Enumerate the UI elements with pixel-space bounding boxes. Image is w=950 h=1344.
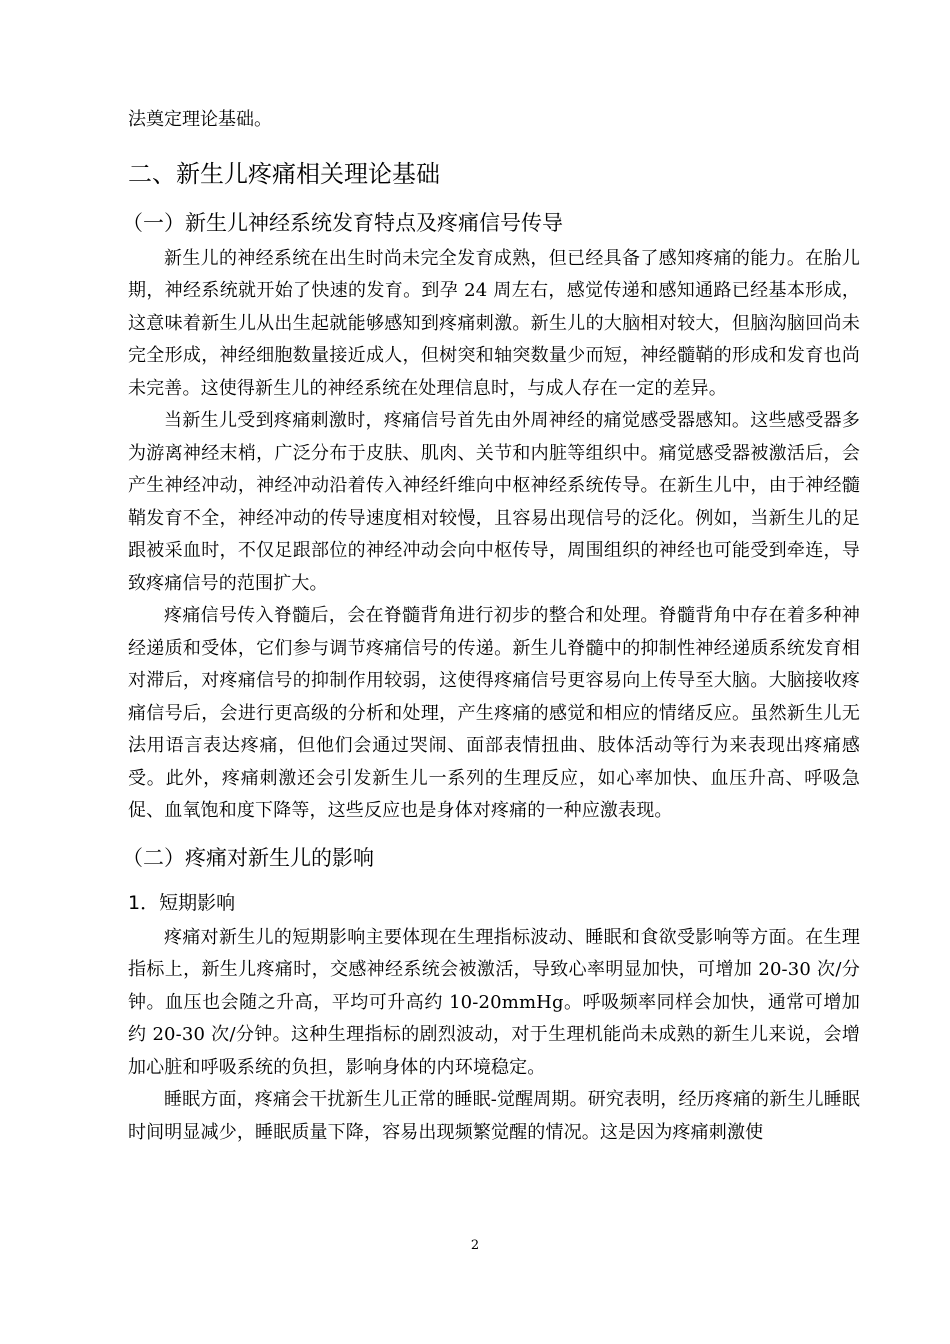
section-heading: 二、新生儿疼痛相关理论基础	[128, 159, 440, 188]
subsection-heading-2: （二）疼痛对新生儿的影响	[122, 845, 374, 870]
subsection-heading-1: （一）新生儿神经系统发育特点及疼痛信号传导	[122, 210, 563, 235]
item-heading: 1．短期影响	[128, 891, 236, 914]
paragraph: 睡眠方面，疼痛会干扰新生儿正常的睡眠-觉醒周期。研究表明，经历疼痛的新生儿睡眠时间明显减少，睡眠质量下降，容易出现频繁觉醒的情况。这是因为疼痛刺激使	[128, 1089, 860, 1143]
page-number: 2	[470, 1238, 480, 1253]
page-content	[122, 104, 860, 1149]
paragraph: 当新生儿受到疼痛刺激时，疼痛信号首先由外周神经的痛觉感受器感知。这些感受器多为游离神经末梢，广泛分布于皮肤、肌肉、关节和内脏等组织中。痛觉感受器被激活后，会产生神经冲动，神经冲动沿着传入神经纤维向中枢神经系统传导。在新生儿中，由于神经髓鞘发育不全，神经冲动的传导速度相对较慢，且容易出现信号的泛化。例如，当新生儿的足跟被采血时，不仅足跟部位的神经冲动会向中枢传导，周围组织的神经也可能受到牵连，导致疼痛信号的范围扩大。	[128, 410, 860, 594]
paragraph: 新生儿的神经系统在出生时尚未完全发育成熟，但已经具备了感知疼痛的能力。在胎儿期，神经系统就开始了快速的发育。到孕 24 周左右，感觉传递和感知通路已经基本形成，这意味着新生儿从出生起就能够感知到疼痛刺激。新生儿的大脑相对较大，但脑沟脑回尚未完全形成，神经细胞数量接近成人，但树突和轴突数量少而短，神经髓鞘的形成和发育也尚未完善。这使得新生儿的神经系统在处理信息时，与成人存在一定的差异。	[128, 247, 860, 399]
continued-text: 法奠定理论基础。	[128, 109, 272, 130]
paragraph: 疼痛对新生儿的短期影响主要体现在生理指标波动、睡眠和食欲受影响等方面。在生理指标上，新生儿疼痛时，交感神经系统会被激活，导致心率明显加快，可增加 20-30 次/分钟。血压也会随之升高，平均可升高约 10-20mmHg。呼吸频率同样会加快，通常可增加约 20-30 次/分钟。这种生理指标的剧烈波动，对于生理机能尚未成熟的新生儿来说，会增加心脏和呼吸系统的负担，影响身体的内环境稳定。	[128, 926, 860, 1078]
paragraph: 疼痛信号传入脊髓后，会在脊髓背角进行初步的整合和处理。脊髓背角中存在着多种神经递质和受体，它们参与调节疼痛信号的传递。新生儿脊髓中的抑制性神经递质系统发育相对滞后，对疼痛信号的抑制作用较弱，这使得疼痛信号更容易向上传导至大脑。大脑接收疼痛信号后，会进行更高级的分析和处理，产生疼痛的感觉和相应的情绪反应。虽然新生儿无法用语言表达疼痛，但他们会通过哭闹、面部表情扭曲、肢体活动等行为来表现出疼痛感受。此外，疼痛刺激还会引发新生儿一系列的生理反应，如心率加快、血压升高、呼吸急促、血氧饱和度下降等，这些反应也是身体对疼痛的一种应激表现。	[128, 605, 860, 821]
